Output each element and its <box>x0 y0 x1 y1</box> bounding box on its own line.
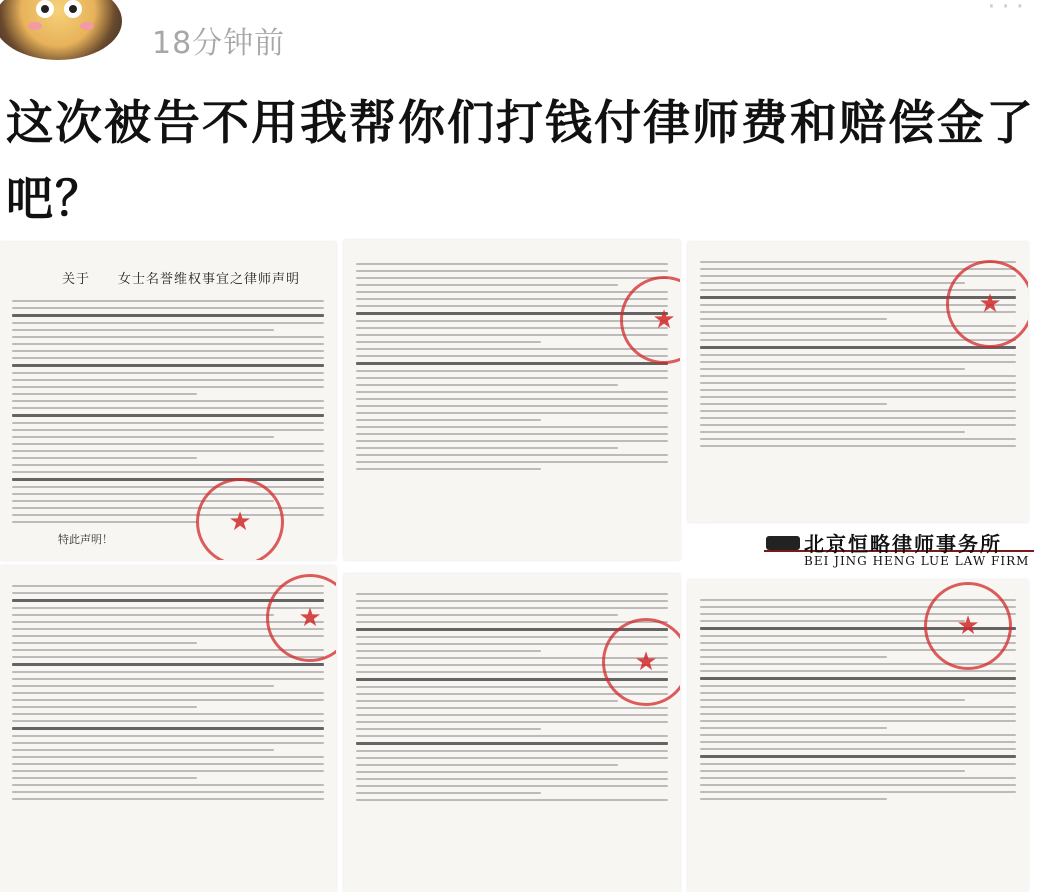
avatar-eye <box>64 0 82 18</box>
document-image-1[interactable] <box>0 242 336 560</box>
document-image-2[interactable] <box>344 240 680 560</box>
document-image-4[interactable] <box>0 566 336 892</box>
image-grid <box>0 230 1050 892</box>
document-image-5[interactable] <box>344 574 680 892</box>
avatar-eye <box>36 0 54 18</box>
law-firm-name-en: BEI JING HENG LUE LAW FIRM <box>804 554 1030 568</box>
post-time: 18分钟前 <box>152 26 286 61</box>
document-image-3[interactable] <box>688 242 1028 522</box>
document-footer: 特此声明！ <box>58 533 113 546</box>
avatar-cheek <box>28 22 42 30</box>
post-title: 这次被告不用我帮你们打钱付律师费和赔偿金了吧？ <box>6 96 1035 227</box>
more-icon[interactable]: ··· <box>987 0 1030 22</box>
seal-icon: ★ <box>924 582 1012 670</box>
avatar[interactable] <box>0 0 122 60</box>
seal-icon: ★ <box>602 618 680 706</box>
seal-icon: ★ <box>266 574 336 662</box>
document-image-6[interactable] <box>688 580 1028 892</box>
seal-icon: ★ <box>946 260 1028 348</box>
law-firm-letterhead <box>716 524 1050 580</box>
law-firm-name: 北京恒略律师事务所 <box>804 532 1002 556</box>
seal-icon: ★ <box>620 276 680 364</box>
document-heading: 关于 女士名誉维权事宜之律师声明 <box>62 272 301 287</box>
law-firm-logo-icon <box>766 536 800 550</box>
seal-icon: ★ <box>196 478 284 560</box>
avatar-cheek <box>80 22 94 30</box>
